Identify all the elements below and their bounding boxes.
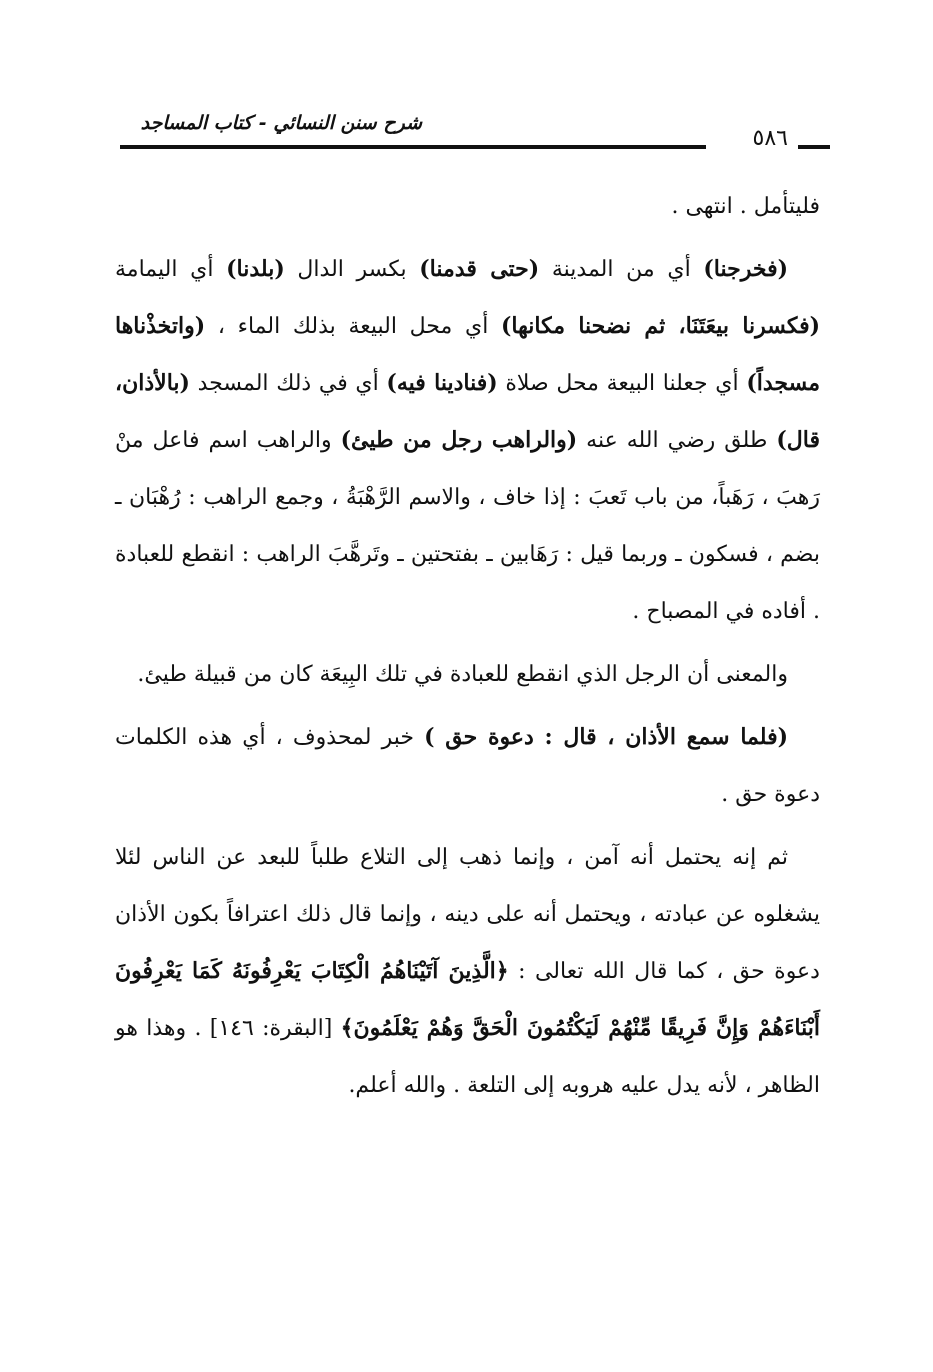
commentary-text: ثم إنه يحتمل أنه آمن ، وإنما ذهب إلى التلاع طلباً للبعد عن الناس لئلا يشغلوه عن عبادته ، ويحتمل أنه على دينه ، وإنما قال ذلك اعترافاً بكون الأذان دعوة حق ، كما قال الله تعالى : xyxy=(115,845,820,984)
hadith-phrase: (فلما سمع الأذان ، قال : دعوة حق ) xyxy=(424,724,788,750)
paragraph-2 xyxy=(115,241,820,640)
commentary-text: أي اليمامة xyxy=(115,257,227,282)
paragraph-4 xyxy=(115,709,820,823)
commentary-text: [البقرة: ١٤٦] . وهذا هو الظاهر ، لأنه يدل عليه هروبه إلى التلعة . والله أعلم. xyxy=(115,1016,820,1098)
running-title: شرح سنن النسائي - كتاب المساجد xyxy=(140,112,422,134)
page-number: ٥٨٦ xyxy=(752,126,788,151)
paragraph-1: فليتأمل . انتهى . xyxy=(671,194,820,219)
page-body xyxy=(115,178,820,1114)
paragraph-5 xyxy=(115,829,820,1114)
hadith-phrase: (والراهب رجل من طيئ) xyxy=(340,427,578,453)
commentary-text: أي جعلنا البيعة محل صلاة xyxy=(497,371,747,396)
commentary-text: أي من المدينة xyxy=(539,257,704,282)
commentary-text: طلق رضي الله عنه xyxy=(577,428,777,453)
hadith-phrase: (بلدنا) xyxy=(226,256,285,282)
hadith-phrase: (واتخذْناها مسجداً) xyxy=(115,313,820,396)
hadith-phrase: (حتى قدمنا) xyxy=(419,256,540,282)
commentary-text: أي في ذلك المسجد xyxy=(189,371,387,396)
header-rule xyxy=(120,145,706,149)
paragraph-3: والمعنى أن الرجل الذي انقطع للعبادة في تلك البِيعَة كان من قبيلة طيئ. xyxy=(137,662,788,687)
commentary-text: بكسر الدال xyxy=(284,257,420,282)
hadith-phrase: (بالأذان، قال) xyxy=(115,370,821,453)
hadith-phrase: (فخرجنا) xyxy=(703,256,788,282)
commentary-text: والراهب اسم فاعل منْ رَهبَ ، رَهَباً، من باب تَعبَ : إذا خاف ، والاسم الرَّهْبَةُ ، وجمع الراهب : رُهْبَان ـ بضم ، فسكون ـ وربما قيل : رَهَابين ـ بفتحتين ـ وتَرهَّبَ الراهب : انقطع للعبادة . أفاده في المصباح . xyxy=(115,428,820,624)
header-rule-short xyxy=(798,145,830,149)
hadith-phrase: (فنادينا فيه) xyxy=(386,370,498,396)
page-header xyxy=(118,108,830,152)
commentary-text: أي محل البيعة بذلك الماء ، xyxy=(205,314,501,339)
quran-verse: ﴿الَّذِينَ آتَيْنَاهُمُ الْكِتَابَ يَعْرِفُونَهُ كَمَا يَعْرِفُونَ أَبْنَاءَهُمْ وَإِنَّ فَرِيقًا مِّنْهُمْ لَيَكْتُمُونَ الْحَقَّ وَهُمْ يَعْلَمُونَ﴾ xyxy=(115,958,820,1041)
hadith-phrase: (فكسرنا بيعَتَنَا، ثم نضحنا مكانها) xyxy=(500,313,821,339)
commentary-text: خبر لمحذوف ، أي هذه الكلمات دعوة حق . xyxy=(115,725,820,807)
